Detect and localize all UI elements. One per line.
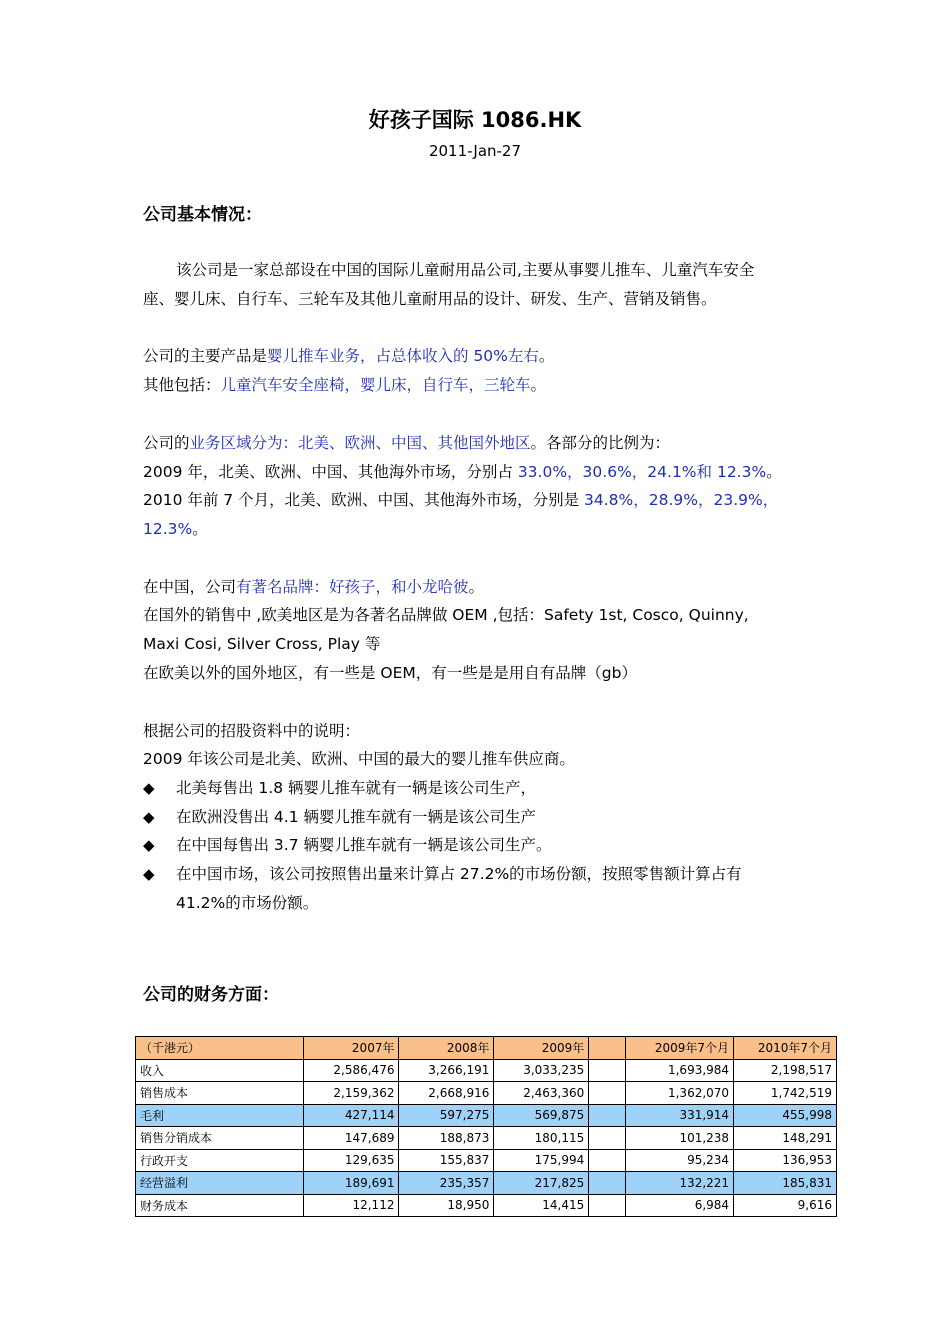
main-product-line bbox=[143, 346, 554, 366]
table-cell: 销售成本 bbox=[136, 1082, 304, 1105]
table-header-row bbox=[136, 1037, 837, 1060]
bullet-icon: ◆ bbox=[143, 865, 155, 883]
table-cell: 18,950 bbox=[399, 1194, 494, 1217]
bullet-item-4: 在中国市场，该公司按照售出量来计算占 27.2%的市场份额，按照零售额计算占有 bbox=[176, 865, 742, 883]
main-product-prefix: 公司的主要产品是 bbox=[143, 347, 268, 365]
bullet-item-2: 在欧洲没售出 4.1 辆婴儿推车就有一辆是该公司生产 bbox=[176, 808, 537, 826]
bullet-icon: ◆ bbox=[143, 779, 155, 797]
table-cell bbox=[589, 1082, 626, 1105]
others-suffix: 。 bbox=[530, 376, 547, 394]
table-cell: 2,668,916 bbox=[399, 1082, 494, 1105]
intro-line-2: 座、婴儿床、自行车、三轮车及其他儿童耐用品的设计、研发、生产、营销及销售。 bbox=[143, 290, 717, 308]
others-prefix: 其他包括： bbox=[143, 376, 221, 394]
table-cell: 6,984 bbox=[626, 1194, 734, 1217]
table-cell: 1,693,984 bbox=[626, 1059, 734, 1082]
oem-line-3: 在欧美以外的国外地区，有一些是 OEM，有一些是是用自有品牌（gb） bbox=[143, 664, 637, 682]
document-date: 2011-Jan-27 bbox=[428, 142, 522, 160]
table-cell: 财务成本 bbox=[136, 1194, 304, 1217]
table-cell bbox=[589, 1149, 626, 1172]
table-header-cell: 2007年 bbox=[303, 1037, 399, 1060]
table-row bbox=[136, 1194, 837, 1217]
region-prefix: 公司的 bbox=[143, 434, 190, 452]
section-heading-basic-info: 公司基本情况： bbox=[143, 205, 262, 225]
main-product-highlight: 婴儿推车业务，占总体收入的 50%左右 bbox=[267, 347, 539, 365]
table-cell: 销售分销成本 bbox=[136, 1127, 304, 1150]
table-cell: 188,873 bbox=[399, 1127, 494, 1150]
table-cell bbox=[589, 1104, 626, 1127]
y2010-suffix: 。 bbox=[192, 520, 208, 538]
bullet-item-3: 在中国每售出 3.7 辆婴儿推车就有一辆是该公司生产。 bbox=[176, 836, 552, 854]
financial-table bbox=[135, 1036, 837, 1217]
table-cell: 185,831 bbox=[734, 1172, 837, 1195]
year-2010-line bbox=[143, 490, 778, 510]
y2010-highlight-1: 34.8%，28.9%，23.9%， bbox=[584, 491, 779, 509]
table-header-cell: （千港元） bbox=[136, 1037, 304, 1060]
table-cell: 217,825 bbox=[494, 1172, 589, 1195]
year-2010-line-cont bbox=[143, 519, 208, 539]
table-cell: 189,691 bbox=[303, 1172, 399, 1195]
table-cell: 136,953 bbox=[734, 1149, 837, 1172]
main-product-suffix: 。 bbox=[538, 347, 555, 365]
brand-prefix: 在中国，公司 bbox=[143, 578, 237, 596]
table-cell: 3,033,235 bbox=[494, 1059, 589, 1082]
y2010-highlight-2: 12.3% bbox=[143, 520, 193, 538]
table-header-cell: 2009年7个月 bbox=[626, 1037, 734, 1060]
table-cell: 155,837 bbox=[399, 1149, 494, 1172]
table-cell: 132,221 bbox=[626, 1172, 734, 1195]
table-row bbox=[136, 1127, 837, 1150]
table-row bbox=[136, 1059, 837, 1082]
table-header-cell: 2008年 bbox=[399, 1037, 494, 1060]
table-cell: 1,742,519 bbox=[734, 1082, 837, 1105]
table-cell: 行政开支 bbox=[136, 1149, 304, 1172]
y2009-highlight: 33.0%，30.6%，24.1%和 12.3% bbox=[517, 463, 767, 481]
table-cell: 597,275 bbox=[399, 1104, 494, 1127]
y2010-prefix: 2010 年前 7 个月，北美、欧洲、中国、其他海外市场，分别是 bbox=[143, 491, 585, 509]
table-cell: 1,362,070 bbox=[626, 1082, 734, 1105]
table-cell: 3,266,191 bbox=[399, 1059, 494, 1082]
section-heading-financials: 公司的财务方面： bbox=[143, 985, 279, 1005]
table-header-cell: 2009年 bbox=[494, 1037, 589, 1060]
table-cell: 427,114 bbox=[303, 1104, 399, 1127]
table-cell: 95,234 bbox=[626, 1149, 734, 1172]
table-cell: 毛利 bbox=[136, 1104, 304, 1127]
intro-line-1: 该公司是一家总部设在中国的国际儿童耐用品公司,主要从事婴儿推车、儿童汽车安全 bbox=[176, 261, 755, 279]
oem-line-2: Maxi Cosi, Silver Cross, Play 等 bbox=[143, 635, 381, 653]
y2009-suffix: 。 bbox=[766, 463, 782, 481]
table-cell: 148,291 bbox=[734, 1127, 837, 1150]
table-cell: 129,635 bbox=[303, 1149, 399, 1172]
other-products-line bbox=[143, 375, 546, 395]
table-cell bbox=[589, 1127, 626, 1150]
year-2009-line bbox=[143, 462, 782, 482]
table-cell: 455,998 bbox=[734, 1104, 837, 1127]
table-cell: 569,875 bbox=[494, 1104, 589, 1127]
document-title: 好孩子国际 1086.HK bbox=[368, 108, 582, 132]
table-cell: 175,994 bbox=[494, 1149, 589, 1172]
table-cell: 12,112 bbox=[303, 1194, 399, 1217]
table-row-highlighted bbox=[136, 1104, 837, 1127]
prospectus-intro: 根据公司的招股资料中的说明： bbox=[143, 722, 361, 740]
region-suffix: 。各部分的比例为： bbox=[530, 434, 671, 452]
table-header-cell: 2010年7个月 bbox=[734, 1037, 837, 1060]
table-cell bbox=[589, 1059, 626, 1082]
others-highlight: 儿童汽车安全座椅，婴儿床，自行车，三轮车 bbox=[220, 376, 531, 394]
brand-highlight: 有著名品牌：好孩子，和小龙哈彼 bbox=[236, 578, 469, 596]
table-cell: 经营溢利 bbox=[136, 1172, 304, 1195]
table-cell: 2,159,362 bbox=[303, 1082, 399, 1105]
table-cell: 9,616 bbox=[734, 1194, 837, 1217]
table-cell: 2,586,476 bbox=[303, 1059, 399, 1082]
bullet-item-1: 北美每售出 1.8 辆婴儿推车就有一辆是该公司生产， bbox=[176, 779, 537, 797]
prospectus-line: 2009 年该公司是北美、欧洲、中国的最大的婴儿推车供应商。 bbox=[143, 750, 575, 768]
bullet-icon: ◆ bbox=[143, 808, 155, 826]
table-row-highlighted bbox=[136, 1172, 837, 1195]
table-cell bbox=[589, 1194, 626, 1217]
brand-suffix: 。 bbox=[468, 578, 485, 596]
table-cell: 2,463,360 bbox=[494, 1082, 589, 1105]
table-cell: 101,238 bbox=[626, 1127, 734, 1150]
bullet-icon: ◆ bbox=[143, 836, 155, 854]
table-cell: 180,115 bbox=[494, 1127, 589, 1150]
table-cell: 147,689 bbox=[303, 1127, 399, 1150]
table-cell: 14,415 bbox=[494, 1194, 589, 1217]
table-cell: 235,357 bbox=[399, 1172, 494, 1195]
table-header-cell bbox=[589, 1037, 626, 1060]
table-cell: 331,914 bbox=[626, 1104, 734, 1127]
table-cell: 收入 bbox=[136, 1059, 304, 1082]
table-cell bbox=[589, 1172, 626, 1195]
oem-line-1: 在国外的销售中 ,欧美地区是为各著名品牌做 OEM ,包括：Safety 1st, Cosco, Quinny, bbox=[143, 606, 749, 624]
table-cell: 2,198,517 bbox=[734, 1059, 837, 1082]
region-line bbox=[143, 433, 670, 453]
brand-line bbox=[143, 577, 484, 597]
table-row bbox=[136, 1082, 837, 1105]
bullet-item-4-cont: 41.2%的市场份额。 bbox=[176, 894, 319, 912]
y2009-prefix: 2009 年，北美、欧洲、中国、其他海外市场，分别占 bbox=[143, 463, 518, 481]
region-highlight: 业务区域分为：北美、欧洲、中国、其他国外地区 bbox=[189, 434, 531, 452]
table-row bbox=[136, 1149, 837, 1172]
